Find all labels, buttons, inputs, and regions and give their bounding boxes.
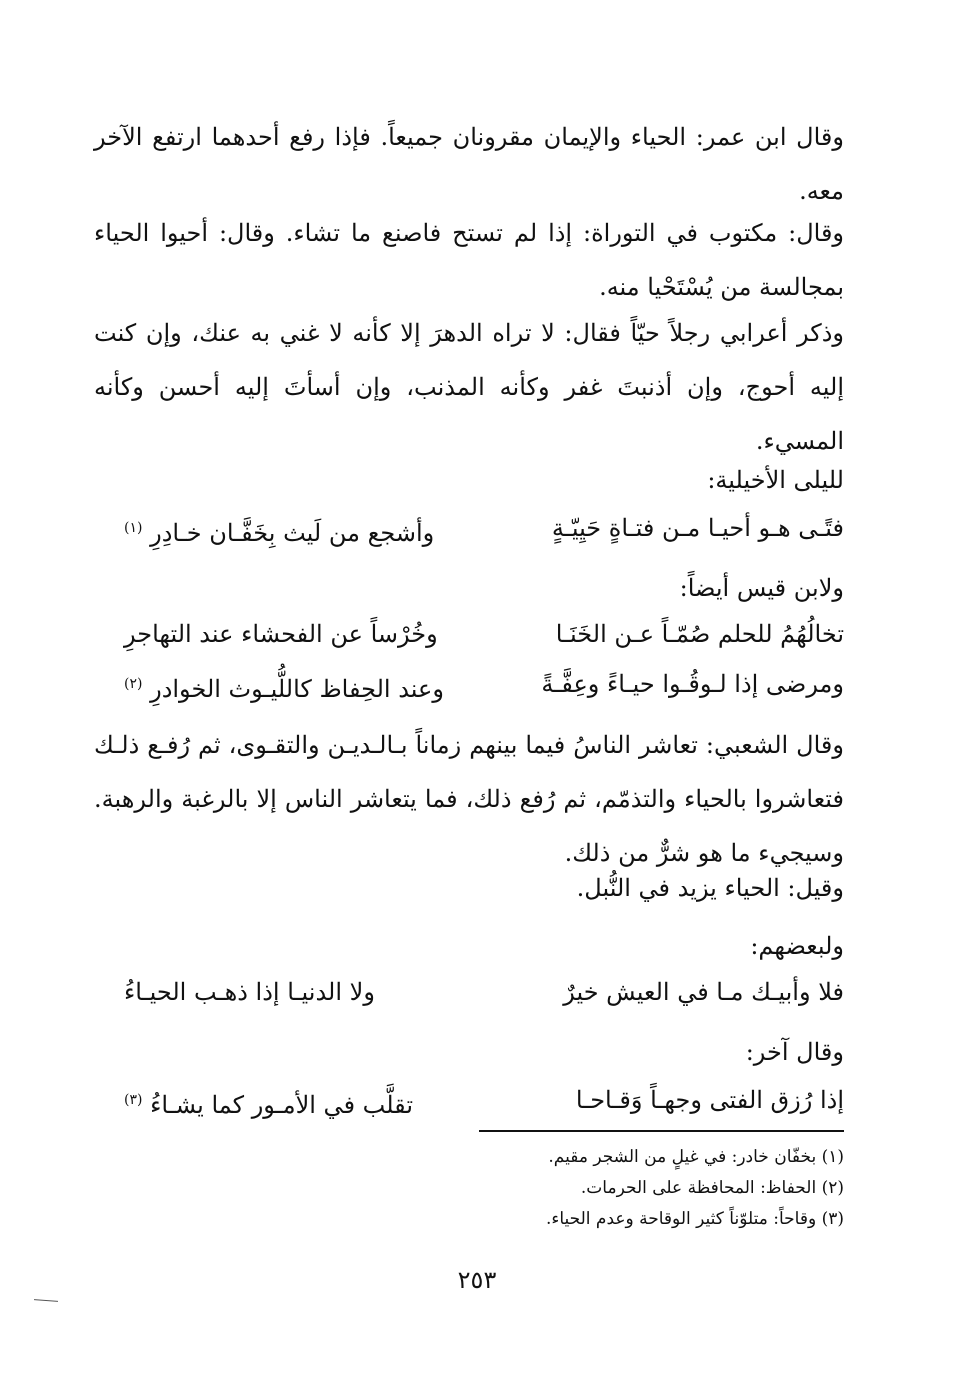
verse-first-hemistich: ومرضى إذا لـوقُـوا حيـاءً وعِفَّـةً [541, 670, 844, 698]
footnote-marker-2: (٢) [124, 676, 143, 692]
footnote-3: (٣) وقاحاً: متلوّناً كثير الوقاحة وعدم الحياء. [545, 1209, 844, 1229]
verse-layla-1 [124, 508, 844, 553]
page-number: ٢٥٣ [457, 1266, 497, 1294]
paragraph-bedouin: وذكر أعرابي رجلاً حيّاً فقال: لا تراه الدهرَ إلا كأنه لا غني به عنك، وإن كنت إليه أحوج، وإن أذنبتَ غفر وكأنه المذنب، وإن أسأتَ إليه أحسن وكأنه المسيء. [94, 319, 844, 455]
verse-ibn-qays-2 [124, 664, 844, 709]
verse-ibn-qays-1 [124, 614, 844, 654]
verse-second-hemistich: وخُرْساً عن الفحشاء عند التهاجرِ [124, 620, 438, 648]
verse-second-hemistich [124, 508, 434, 553]
verse-first-hemistich: فلا وأبيـك مـا في العيش خيرٌ [563, 978, 844, 1006]
footnotes [344, 1142, 844, 1235]
verse-another-1 [124, 1080, 844, 1125]
footnote-divider [479, 1130, 844, 1132]
footnote-1: (١) بخفّان خادر: في غيلٍ من الشجر مقيم. [548, 1147, 844, 1167]
verse-some-1 [124, 972, 844, 1012]
section-heading-another: وقال آخر: [745, 1038, 844, 1066]
verse-second-hemistich [124, 1080, 413, 1125]
verse-first-hemistich: فتًـى هـو أحيـا مـن فتـاةٍ حَيِيّـةٍ [551, 514, 844, 542]
footnote-marker-3: (٣) [124, 1092, 143, 1108]
paragraph-ibn-umar: وقال ابن عمر: الحياء والإيمان مقرونان جميعاً. فإذا رفع أحدهما ارتفع الآخر معه. [94, 123, 844, 205]
verse-first-hemistich: تخالُهُمُ للحلم صُمّـاً عـن الخَنَـا [555, 620, 844, 648]
section-heading-some: ولبعضهم: [750, 932, 844, 960]
verse-second-text: تقلَّب في الأمـور كما يشـاءُ [150, 1091, 413, 1119]
paragraph-shabi: وقال الشعبي: تعاشر الناسُ فيما بينهم زماناً بـالـديـن والتقـوى، ثم رُفـع ذلـك فتعاشروا بالحياء والتذمّم، ثم رُفع ذلك، فما يتعاشر الناس إلا بالرغبة والرهبة. وسيجيء ما هو شرٌّ من ذلك. [94, 731, 844, 867]
verse-second-hemistich: ولا الدنيـا إذا ذهـب الحيـاءُ [124, 978, 375, 1006]
verse-second-hemistich [124, 664, 444, 709]
verse-second-text: وأشجع من لَيث بِخَفَّـان خـادِرِ [150, 519, 435, 547]
scan-mark [34, 1299, 58, 1302]
verse-second-text: وعند الحِفاظ كاللُّيـوث الخوادرِ [150, 675, 444, 703]
footnote-marker-1: (١) [124, 520, 143, 536]
verse-first-hemistich: إذا رُزق الفتى وجهـاً وَقـاحـا [575, 1086, 844, 1114]
section-heading-layla: لليلى الأخيلية: [707, 466, 844, 494]
paragraph-torah: وقال: مكتوب في التوراة: إذا لم تستح فاصنع ما تشاء. وقال: أحيوا الحياء بمجالسة من يُسْتَحْيا منه. [94, 219, 844, 301]
saying-nobility: وقيل: الحياء يزيد في النُّبل. [576, 874, 844, 902]
footnote-2: (٢) الحفاظ: المحافظة على الحرمات. [580, 1178, 844, 1198]
section-heading-ibn-qays: ولابن قيس أيضاً: [679, 574, 844, 602]
